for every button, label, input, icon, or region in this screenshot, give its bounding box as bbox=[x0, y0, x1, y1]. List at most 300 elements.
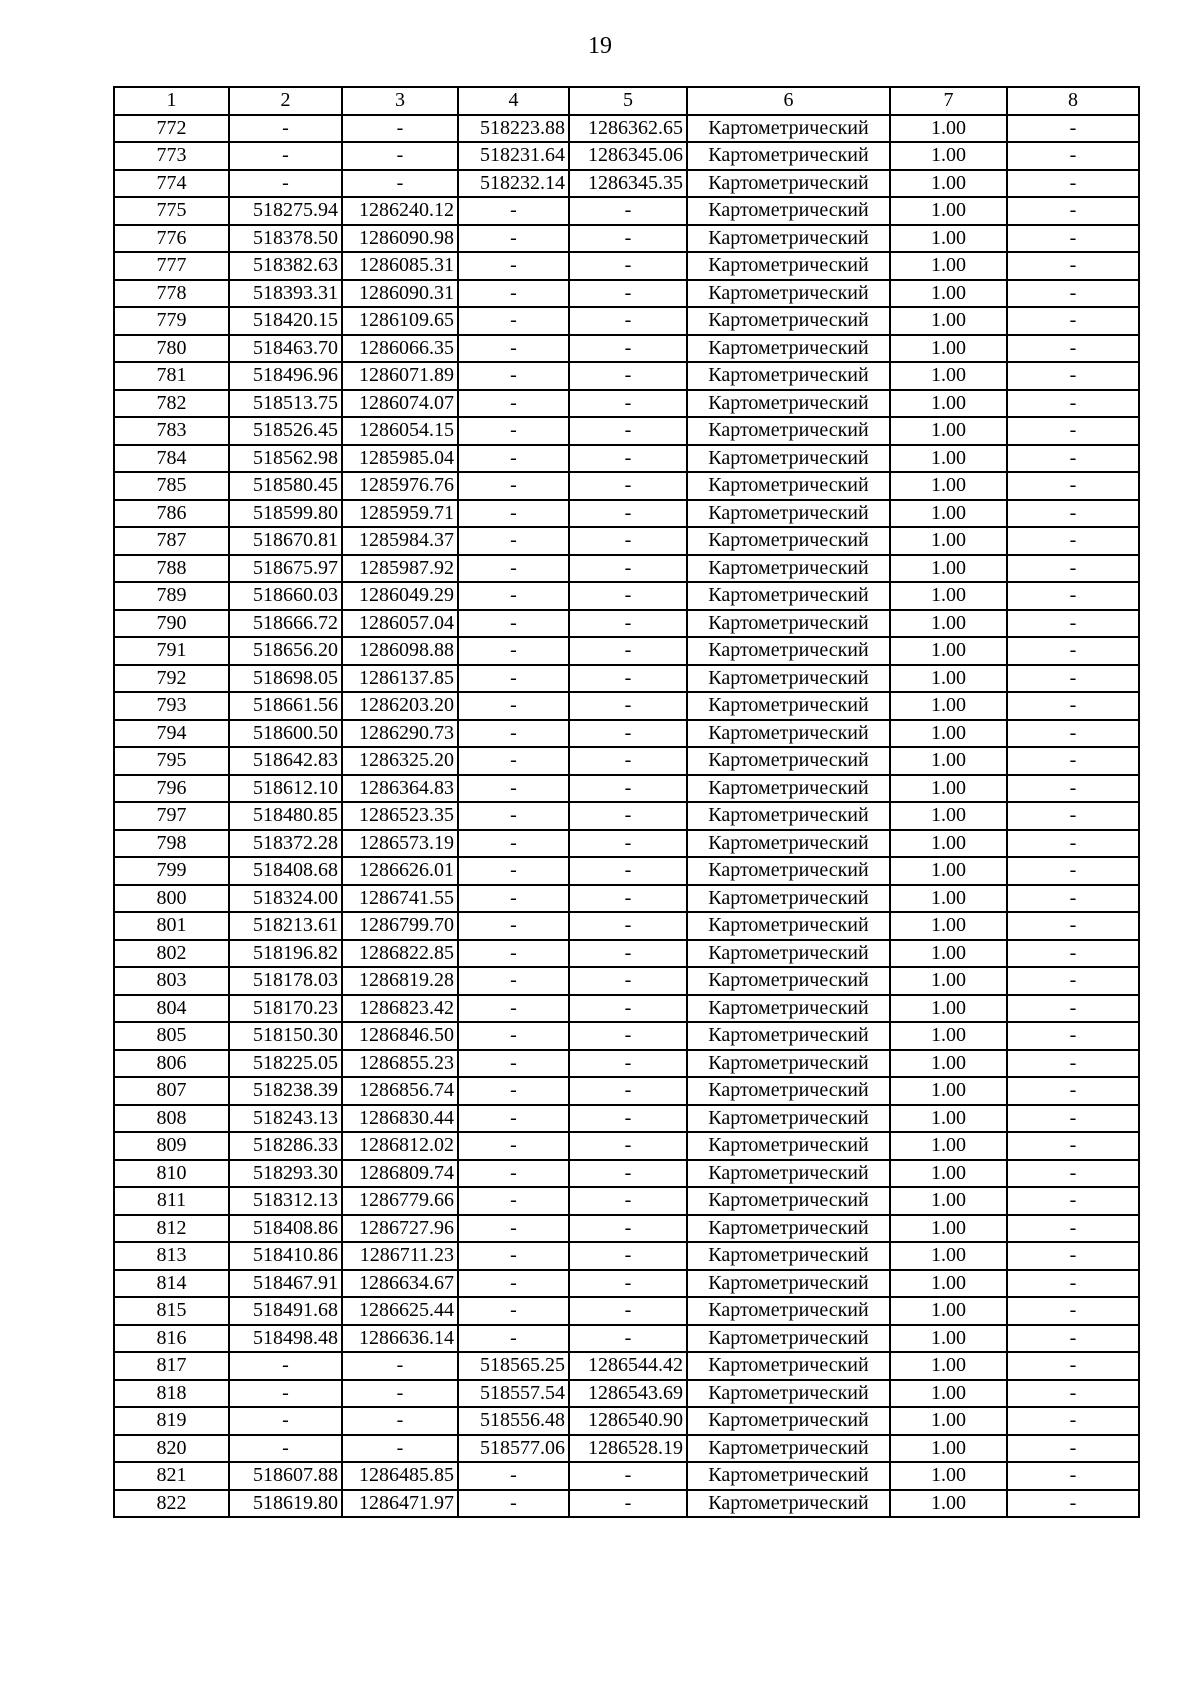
cell-description: - bbox=[1007, 1105, 1139, 1133]
cell-x-new: - bbox=[458, 912, 569, 940]
cell-accuracy: 1.00 bbox=[890, 1435, 1007, 1463]
cell-description: - bbox=[1007, 802, 1139, 830]
cell-description: - bbox=[1007, 775, 1139, 803]
cell-description: - bbox=[1007, 445, 1139, 473]
cell-y-new: 1286544.42 bbox=[569, 1352, 687, 1380]
cell-y-old: 1286098.88 bbox=[342, 637, 458, 665]
cell-accuracy: 1.00 bbox=[890, 1297, 1007, 1325]
cell-x-new: - bbox=[458, 335, 569, 363]
table-row bbox=[114, 1160, 1139, 1188]
cell-point-number: 792 bbox=[114, 665, 229, 693]
cell-y-new: - bbox=[569, 1215, 687, 1243]
cell-x-new: - bbox=[458, 1270, 569, 1298]
cell-x-old: 518324.00 bbox=[229, 885, 342, 913]
cell-point-number: 777 bbox=[114, 252, 229, 280]
table-row bbox=[114, 362, 1139, 390]
cell-y-new: - bbox=[569, 225, 687, 253]
cell-x-old: 518661.56 bbox=[229, 692, 342, 720]
table-row bbox=[114, 335, 1139, 363]
cell-y-old: 1286823.42 bbox=[342, 995, 458, 1023]
cell-y-old: 1286057.04 bbox=[342, 610, 458, 638]
table-row bbox=[114, 857, 1139, 885]
cell-point-number: 781 bbox=[114, 362, 229, 390]
cell-y-new: - bbox=[569, 1490, 687, 1518]
cell-x-new: - bbox=[458, 1242, 569, 1270]
cell-method: Картометрический bbox=[687, 362, 890, 390]
cell-accuracy: 1.00 bbox=[890, 170, 1007, 198]
cell-y-new: - bbox=[569, 995, 687, 1023]
cell-y-old: - bbox=[342, 1380, 458, 1408]
cell-x-old: - bbox=[229, 1380, 342, 1408]
cell-y-new: - bbox=[569, 582, 687, 610]
cell-point-number: 775 bbox=[114, 197, 229, 225]
cell-description: - bbox=[1007, 610, 1139, 638]
cell-point-number: 779 bbox=[114, 307, 229, 335]
cell-point-number: 795 bbox=[114, 747, 229, 775]
cell-accuracy: 1.00 bbox=[890, 280, 1007, 308]
cell-description: - bbox=[1007, 995, 1139, 1023]
cell-method: Картометрический bbox=[687, 995, 890, 1023]
cell-y-new: 1286345.35 bbox=[569, 170, 687, 198]
cell-accuracy: 1.00 bbox=[890, 555, 1007, 583]
column-header-2: 2 bbox=[229, 87, 342, 115]
cell-method: Картометрический bbox=[687, 665, 890, 693]
cell-point-number: 817 bbox=[114, 1352, 229, 1380]
cell-accuracy: 1.00 bbox=[890, 417, 1007, 445]
cell-description: - bbox=[1007, 472, 1139, 500]
cell-description: - bbox=[1007, 1297, 1139, 1325]
cell-x-new: - bbox=[458, 1187, 569, 1215]
cell-method: Картометрический bbox=[687, 115, 890, 143]
cell-x-new: - bbox=[458, 500, 569, 528]
cell-x-old: 518275.94 bbox=[229, 197, 342, 225]
cell-y-old: 1285985.04 bbox=[342, 445, 458, 473]
cell-y-old: 1286364.83 bbox=[342, 775, 458, 803]
cell-method: Картометрический bbox=[687, 747, 890, 775]
cell-accuracy: 1.00 bbox=[890, 225, 1007, 253]
cell-x-old: 518498.48 bbox=[229, 1325, 342, 1353]
cell-y-new: 1286362.65 bbox=[569, 115, 687, 143]
cell-x-old: 518607.88 bbox=[229, 1462, 342, 1490]
table-row bbox=[114, 967, 1139, 995]
table-row bbox=[114, 995, 1139, 1023]
cell-accuracy: 1.00 bbox=[890, 1215, 1007, 1243]
cell-x-new: 518231.64 bbox=[458, 142, 569, 170]
cell-accuracy: 1.00 bbox=[890, 1187, 1007, 1215]
cell-y-old: 1286779.66 bbox=[342, 1187, 458, 1215]
cell-method: Картометрический bbox=[687, 390, 890, 418]
table-row bbox=[114, 1187, 1139, 1215]
cell-y-old: 1286109.65 bbox=[342, 307, 458, 335]
cell-description: - bbox=[1007, 280, 1139, 308]
cell-x-new: - bbox=[458, 1160, 569, 1188]
cell-x-new: - bbox=[458, 857, 569, 885]
cell-description: - bbox=[1007, 1215, 1139, 1243]
cell-x-new: - bbox=[458, 445, 569, 473]
cell-point-number: 808 bbox=[114, 1105, 229, 1133]
column-header-6: 6 bbox=[687, 87, 890, 115]
cell-point-number: 782 bbox=[114, 390, 229, 418]
cell-point-number: 805 bbox=[114, 1022, 229, 1050]
table-row bbox=[114, 912, 1139, 940]
cell-description: - bbox=[1007, 252, 1139, 280]
cell-point-number: 813 bbox=[114, 1242, 229, 1270]
cell-y-new: - bbox=[569, 390, 687, 418]
cell-method: Картометрический bbox=[687, 912, 890, 940]
cell-accuracy: 1.00 bbox=[890, 335, 1007, 363]
table-row bbox=[114, 610, 1139, 638]
cell-x-new: - bbox=[458, 720, 569, 748]
cell-y-new: 1286540.90 bbox=[569, 1407, 687, 1435]
cell-method: Картометрический bbox=[687, 1325, 890, 1353]
cell-x-new: - bbox=[458, 1215, 569, 1243]
cell-point-number: 789 bbox=[114, 582, 229, 610]
cell-y-old: 1286625.44 bbox=[342, 1297, 458, 1325]
table-row bbox=[114, 637, 1139, 665]
cell-method: Картометрический bbox=[687, 802, 890, 830]
cell-accuracy: 1.00 bbox=[890, 1050, 1007, 1078]
column-header-7: 7 bbox=[890, 87, 1007, 115]
cell-description: - bbox=[1007, 1435, 1139, 1463]
cell-x-old: 518480.85 bbox=[229, 802, 342, 830]
cell-x-new: 518232.14 bbox=[458, 170, 569, 198]
cell-point-number: 810 bbox=[114, 1160, 229, 1188]
cell-description: - bbox=[1007, 500, 1139, 528]
cell-x-new: - bbox=[458, 692, 569, 720]
cell-x-old: 518293.30 bbox=[229, 1160, 342, 1188]
cell-method: Картометрический bbox=[687, 885, 890, 913]
cell-description: - bbox=[1007, 390, 1139, 418]
cell-x-old: 518408.86 bbox=[229, 1215, 342, 1243]
cell-x-old: 518238.39 bbox=[229, 1077, 342, 1105]
cell-accuracy: 1.00 bbox=[890, 142, 1007, 170]
cell-y-new: - bbox=[569, 802, 687, 830]
cell-y-old: 1286071.89 bbox=[342, 362, 458, 390]
cell-y-old: - bbox=[342, 1435, 458, 1463]
cell-accuracy: 1.00 bbox=[890, 1105, 1007, 1133]
cell-y-new: - bbox=[569, 775, 687, 803]
cell-description: - bbox=[1007, 115, 1139, 143]
table-row bbox=[114, 252, 1139, 280]
cell-y-old: 1286727.96 bbox=[342, 1215, 458, 1243]
cell-y-old: 1285976.76 bbox=[342, 472, 458, 500]
cell-point-number: 797 bbox=[114, 802, 229, 830]
cell-y-old: 1286074.07 bbox=[342, 390, 458, 418]
cell-x-new: - bbox=[458, 1462, 569, 1490]
cell-accuracy: 1.00 bbox=[890, 1352, 1007, 1380]
cell-y-old: 1286855.23 bbox=[342, 1050, 458, 1078]
cell-y-old: 1286573.19 bbox=[342, 830, 458, 858]
cell-method: Картометрический bbox=[687, 1132, 890, 1160]
table-row bbox=[114, 830, 1139, 858]
cell-y-old: 1286240.12 bbox=[342, 197, 458, 225]
cell-accuracy: 1.00 bbox=[890, 665, 1007, 693]
cell-accuracy: 1.00 bbox=[890, 1132, 1007, 1160]
cell-x-new: - bbox=[458, 252, 569, 280]
table-row bbox=[114, 390, 1139, 418]
cell-y-old: 1286809.74 bbox=[342, 1160, 458, 1188]
cell-description: - bbox=[1007, 692, 1139, 720]
column-header-8: 8 bbox=[1007, 87, 1139, 115]
cell-accuracy: 1.00 bbox=[890, 1160, 1007, 1188]
table-row bbox=[114, 720, 1139, 748]
cell-x-old: 518286.33 bbox=[229, 1132, 342, 1160]
cell-description: - bbox=[1007, 1132, 1139, 1160]
cell-y-new: - bbox=[569, 1077, 687, 1105]
cell-x-new: - bbox=[458, 362, 569, 390]
cell-x-old: 518463.70 bbox=[229, 335, 342, 363]
cell-y-new: - bbox=[569, 857, 687, 885]
cell-x-new: 518556.48 bbox=[458, 1407, 569, 1435]
cell-accuracy: 1.00 bbox=[890, 197, 1007, 225]
cell-accuracy: 1.00 bbox=[890, 1242, 1007, 1270]
cell-y-old: - bbox=[342, 1352, 458, 1380]
cell-y-new: - bbox=[569, 335, 687, 363]
cell-x-old: 518580.45 bbox=[229, 472, 342, 500]
cell-y-new: - bbox=[569, 445, 687, 473]
table-row bbox=[114, 1077, 1139, 1105]
cell-point-number: 776 bbox=[114, 225, 229, 253]
cell-x-new: - bbox=[458, 830, 569, 858]
cell-x-new: - bbox=[458, 1132, 569, 1160]
cell-y-new: - bbox=[569, 1022, 687, 1050]
cell-y-old: 1286830.44 bbox=[342, 1105, 458, 1133]
cell-y-new: - bbox=[569, 1297, 687, 1325]
table-row bbox=[114, 197, 1139, 225]
cell-y-old: 1286054.15 bbox=[342, 417, 458, 445]
table-row bbox=[114, 802, 1139, 830]
cell-point-number: 804 bbox=[114, 995, 229, 1023]
cell-method: Картометрический bbox=[687, 142, 890, 170]
cell-y-old: 1286799.70 bbox=[342, 912, 458, 940]
cell-x-old: 518513.75 bbox=[229, 390, 342, 418]
cell-x-new: 518565.25 bbox=[458, 1352, 569, 1380]
cell-y-new: - bbox=[569, 610, 687, 638]
cell-point-number: 772 bbox=[114, 115, 229, 143]
cell-y-old: 1286203.20 bbox=[342, 692, 458, 720]
cell-y-new: - bbox=[569, 830, 687, 858]
page-number: 19 bbox=[588, 33, 612, 59]
cell-x-old: 518378.50 bbox=[229, 225, 342, 253]
cell-y-new: - bbox=[569, 307, 687, 335]
cell-method: Картометрический bbox=[687, 857, 890, 885]
cell-x-new: - bbox=[458, 802, 569, 830]
cell-x-new: - bbox=[458, 940, 569, 968]
cell-accuracy: 1.00 bbox=[890, 1380, 1007, 1408]
cell-description: - bbox=[1007, 307, 1139, 335]
cell-x-old: 518698.05 bbox=[229, 665, 342, 693]
cell-method: Картометрический bbox=[687, 1407, 890, 1435]
cell-method: Картометрический bbox=[687, 527, 890, 555]
cell-method: Картометрический bbox=[687, 1490, 890, 1518]
cell-description: - bbox=[1007, 665, 1139, 693]
cell-accuracy: 1.00 bbox=[890, 362, 1007, 390]
cell-x-new: - bbox=[458, 307, 569, 335]
cell-x-new: - bbox=[458, 472, 569, 500]
cell-x-new: - bbox=[458, 967, 569, 995]
cell-method: Картометрический bbox=[687, 280, 890, 308]
cell-description: - bbox=[1007, 417, 1139, 445]
cell-accuracy: 1.00 bbox=[890, 1022, 1007, 1050]
cell-point-number: 799 bbox=[114, 857, 229, 885]
cell-description: - bbox=[1007, 527, 1139, 555]
cell-accuracy: 1.00 bbox=[890, 857, 1007, 885]
cell-x-old: - bbox=[229, 1435, 342, 1463]
cell-accuracy: 1.00 bbox=[890, 307, 1007, 335]
cell-accuracy: 1.00 bbox=[890, 637, 1007, 665]
cell-y-new: - bbox=[569, 1105, 687, 1133]
cell-x-old: 518562.98 bbox=[229, 445, 342, 473]
cell-x-new: - bbox=[458, 1077, 569, 1105]
cell-description: - bbox=[1007, 225, 1139, 253]
cell-accuracy: 1.00 bbox=[890, 940, 1007, 968]
cell-point-number: 794 bbox=[114, 720, 229, 748]
cell-accuracy: 1.00 bbox=[890, 802, 1007, 830]
cell-accuracy: 1.00 bbox=[890, 445, 1007, 473]
cell-method: Картометрический bbox=[687, 1462, 890, 1490]
cell-point-number: 788 bbox=[114, 555, 229, 583]
cell-point-number: 811 bbox=[114, 1187, 229, 1215]
table-row bbox=[114, 115, 1139, 143]
cell-x-old: 518599.80 bbox=[229, 500, 342, 528]
cell-point-number: 818 bbox=[114, 1380, 229, 1408]
cell-x-new: - bbox=[458, 417, 569, 445]
table-header-row bbox=[114, 87, 1139, 115]
cell-x-new: - bbox=[458, 1490, 569, 1518]
cell-accuracy: 1.00 bbox=[890, 527, 1007, 555]
cell-y-new: - bbox=[569, 665, 687, 693]
cell-x-old: 518467.91 bbox=[229, 1270, 342, 1298]
table-body bbox=[114, 115, 1139, 1518]
cell-point-number: 785 bbox=[114, 472, 229, 500]
cell-x-old: 518393.31 bbox=[229, 280, 342, 308]
cell-y-old: 1286325.20 bbox=[342, 747, 458, 775]
table-row bbox=[114, 555, 1139, 583]
cell-description: - bbox=[1007, 1325, 1139, 1353]
cell-x-new: - bbox=[458, 885, 569, 913]
cell-description: - bbox=[1007, 720, 1139, 748]
cell-accuracy: 1.00 bbox=[890, 390, 1007, 418]
cell-description: - bbox=[1007, 1380, 1139, 1408]
cell-point-number: 790 bbox=[114, 610, 229, 638]
cell-x-new: - bbox=[458, 1325, 569, 1353]
cell-x-old: 518600.50 bbox=[229, 720, 342, 748]
cell-x-new: - bbox=[458, 995, 569, 1023]
cell-method: Картометрический bbox=[687, 500, 890, 528]
cell-y-new: - bbox=[569, 500, 687, 528]
cell-x-old: 518496.96 bbox=[229, 362, 342, 390]
cell-y-new: - bbox=[569, 940, 687, 968]
cell-y-new: - bbox=[569, 885, 687, 913]
cell-y-old: 1286090.31 bbox=[342, 280, 458, 308]
cell-y-old: 1285984.37 bbox=[342, 527, 458, 555]
cell-y-old: 1286137.85 bbox=[342, 665, 458, 693]
cell-method: Картометрический bbox=[687, 610, 890, 638]
cell-description: - bbox=[1007, 940, 1139, 968]
cell-point-number: 783 bbox=[114, 417, 229, 445]
cell-x-new: - bbox=[458, 775, 569, 803]
cell-description: - bbox=[1007, 967, 1139, 995]
cell-method: Картометрический bbox=[687, 1242, 890, 1270]
column-header-1: 1 bbox=[114, 87, 229, 115]
column-header-3: 3 bbox=[342, 87, 458, 115]
table-row bbox=[114, 1132, 1139, 1160]
cell-method: Картометрический bbox=[687, 1215, 890, 1243]
cell-description: - bbox=[1007, 582, 1139, 610]
cell-x-new: - bbox=[458, 1050, 569, 1078]
cell-description: - bbox=[1007, 1242, 1139, 1270]
cell-accuracy: 1.00 bbox=[890, 1490, 1007, 1518]
cell-y-new: - bbox=[569, 1325, 687, 1353]
table-row bbox=[114, 142, 1139, 170]
cell-method: Картометрический bbox=[687, 1105, 890, 1133]
cell-x-old: 518150.30 bbox=[229, 1022, 342, 1050]
cell-description: - bbox=[1007, 142, 1139, 170]
cell-y-old: 1286523.35 bbox=[342, 802, 458, 830]
cell-accuracy: 1.00 bbox=[890, 610, 1007, 638]
cell-method: Картометрический bbox=[687, 1380, 890, 1408]
cell-x-new: - bbox=[458, 225, 569, 253]
cell-point-number: 800 bbox=[114, 885, 229, 913]
cell-y-new: - bbox=[569, 1242, 687, 1270]
cell-x-new: - bbox=[458, 527, 569, 555]
cell-y-old: - bbox=[342, 1407, 458, 1435]
cell-y-old: 1286485.85 bbox=[342, 1462, 458, 1490]
cell-accuracy: 1.00 bbox=[890, 472, 1007, 500]
cell-x-old: 518408.68 bbox=[229, 857, 342, 885]
cell-x-old: 518410.86 bbox=[229, 1242, 342, 1270]
cell-x-new: 518557.54 bbox=[458, 1380, 569, 1408]
cell-description: - bbox=[1007, 1270, 1139, 1298]
table-row bbox=[114, 1380, 1139, 1408]
cell-x-new: - bbox=[458, 1105, 569, 1133]
cell-method: Картометрический bbox=[687, 967, 890, 995]
cell-method: Картометрический bbox=[687, 555, 890, 583]
cell-x-old: 518170.23 bbox=[229, 995, 342, 1023]
cell-method: Картометрический bbox=[687, 472, 890, 500]
cell-description: - bbox=[1007, 1407, 1139, 1435]
cell-x-old: - bbox=[229, 115, 342, 143]
cell-x-old: 518642.83 bbox=[229, 747, 342, 775]
cell-method: Картометрический bbox=[687, 1297, 890, 1325]
cell-accuracy: 1.00 bbox=[890, 1270, 1007, 1298]
cell-method: Картометрический bbox=[687, 1160, 890, 1188]
cell-y-new: 1286345.06 bbox=[569, 142, 687, 170]
table-row bbox=[114, 527, 1139, 555]
cell-description: - bbox=[1007, 637, 1139, 665]
cell-y-old: 1286090.98 bbox=[342, 225, 458, 253]
cell-method: Картометрический bbox=[687, 775, 890, 803]
cell-y-old: 1286066.35 bbox=[342, 335, 458, 363]
cell-method: Картометрический bbox=[687, 1270, 890, 1298]
cell-accuracy: 1.00 bbox=[890, 252, 1007, 280]
cell-accuracy: 1.00 bbox=[890, 995, 1007, 1023]
cell-point-number: 784 bbox=[114, 445, 229, 473]
cell-x-new: - bbox=[458, 197, 569, 225]
cell-point-number: 780 bbox=[114, 335, 229, 363]
cell-y-old: 1286471.97 bbox=[342, 1490, 458, 1518]
cell-method: Картометрический bbox=[687, 252, 890, 280]
cell-y-old: 1286819.28 bbox=[342, 967, 458, 995]
cell-y-old: 1286856.74 bbox=[342, 1077, 458, 1105]
cell-y-old: - bbox=[342, 115, 458, 143]
cell-method: Картометрический bbox=[687, 225, 890, 253]
cell-x-old: 518312.13 bbox=[229, 1187, 342, 1215]
cell-x-old: 518660.03 bbox=[229, 582, 342, 610]
column-header-4: 4 bbox=[458, 87, 569, 115]
cell-y-new: - bbox=[569, 417, 687, 445]
cell-y-old: 1286636.14 bbox=[342, 1325, 458, 1353]
